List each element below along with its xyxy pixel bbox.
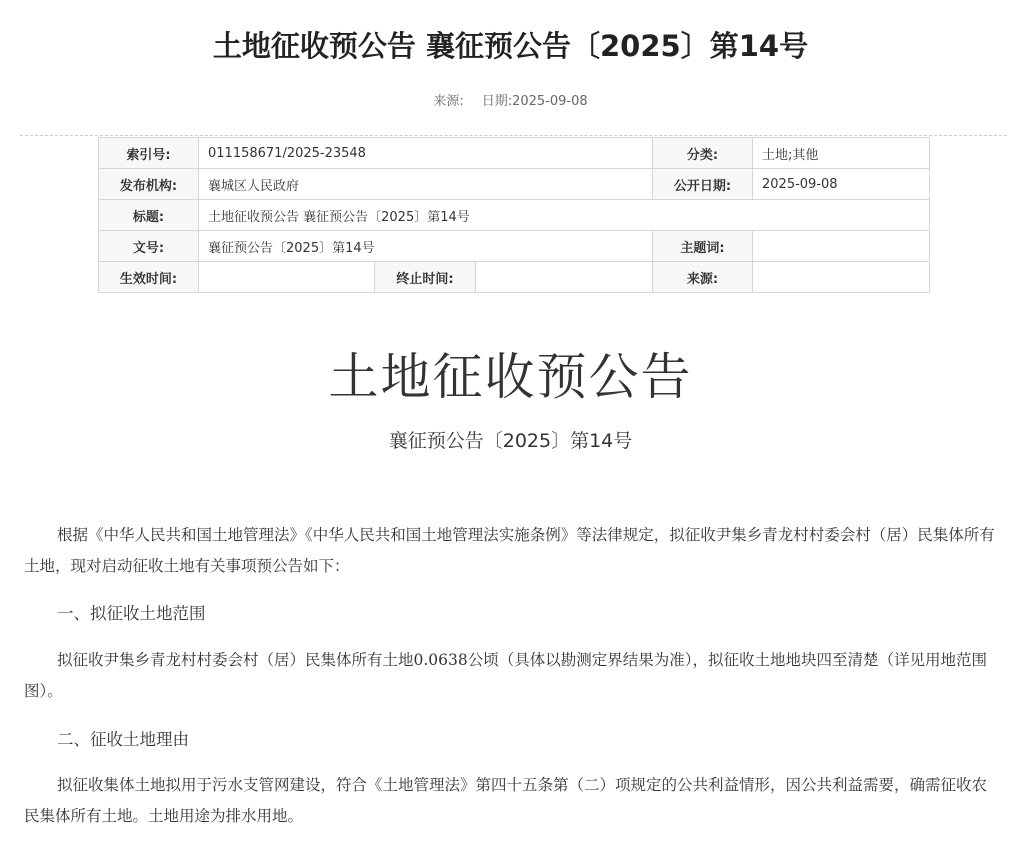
category-label: 分类: bbox=[653, 138, 753, 169]
publish-date-value: 2025-09-08 bbox=[753, 169, 930, 200]
paragraph-reason: 拟征收集体土地拟用于污水支管网建设，符合《土地管理法》第四十五条第（二）项规定的公共利益情形，因公共利益需要，确需征收农民集体所有土地。土地用途为排水用地。 bbox=[24, 776, 988, 825]
table-row bbox=[99, 200, 930, 231]
document-title: 土地征收预公告 bbox=[328, 348, 693, 406]
page-title: 土地征收预公告 襄征预公告〔2025〕第14号 bbox=[212, 29, 809, 63]
table-row bbox=[99, 231, 930, 262]
document-number: 襄征预公告〔2025〕第14号 bbox=[388, 430, 633, 452]
effective-date-value bbox=[199, 262, 375, 293]
section-heading-scope: 一、拟征收土地范围 bbox=[57, 604, 206, 623]
keywords-value bbox=[753, 231, 930, 262]
expiry-date-value bbox=[476, 262, 653, 293]
source-label-cell: 来源: bbox=[653, 262, 753, 293]
expiry-date-label: 终止时间: bbox=[375, 262, 476, 293]
section-heading-reason: 二、征收土地理由 bbox=[57, 730, 189, 749]
paragraph-scope: 拟征收尹集乡青龙村村委会村（居）民集体所有土地0.0638公顷（具体以勘测定界结果为准），拟征收土地地块四至清楚（详见用地范围图）。 bbox=[24, 651, 987, 700]
table-row bbox=[99, 262, 930, 293]
source-label: 来源: bbox=[433, 94, 464, 109]
title-value: 土地征收预公告 襄征预公告〔2025〕第14号 bbox=[199, 200, 930, 231]
date-label: 日期: bbox=[481, 94, 513, 109]
keywords-label: 主题词: bbox=[653, 231, 753, 262]
source-value-cell bbox=[753, 262, 930, 293]
publish-date-label: 公开日期: bbox=[653, 169, 753, 200]
index-number-value: 011158671/2025-23548 bbox=[199, 138, 653, 169]
publisher-value: 襄城区人民政府 bbox=[199, 169, 653, 200]
document-number-value: 襄征预公告〔2025〕第14号 bbox=[199, 231, 653, 262]
effective-date-label: 生效时间: bbox=[99, 262, 199, 293]
table-row bbox=[99, 138, 930, 169]
date-value: 2025-09-08 bbox=[512, 94, 588, 109]
dashed-divider bbox=[20, 135, 1007, 136]
index-number-label: 索引号: bbox=[99, 138, 199, 169]
title-label: 标题: bbox=[99, 200, 199, 231]
article-meta bbox=[0, 92, 1021, 112]
document-info-table bbox=[98, 137, 930, 293]
table-row bbox=[99, 169, 930, 200]
paragraph-intro: 根据《中华人民共和国土地管理法》《中华人民共和国土地管理法实施条例》等法律规定，拟征收尹集乡青龙村村委会村（居）民集体所有土地，现对启动征收土地有关事项预公告如下： bbox=[24, 526, 995, 575]
publisher-label: 发布机构: bbox=[99, 169, 199, 200]
category-value: 土地;其他 bbox=[753, 138, 930, 169]
document-number-label: 文号: bbox=[99, 231, 199, 262]
